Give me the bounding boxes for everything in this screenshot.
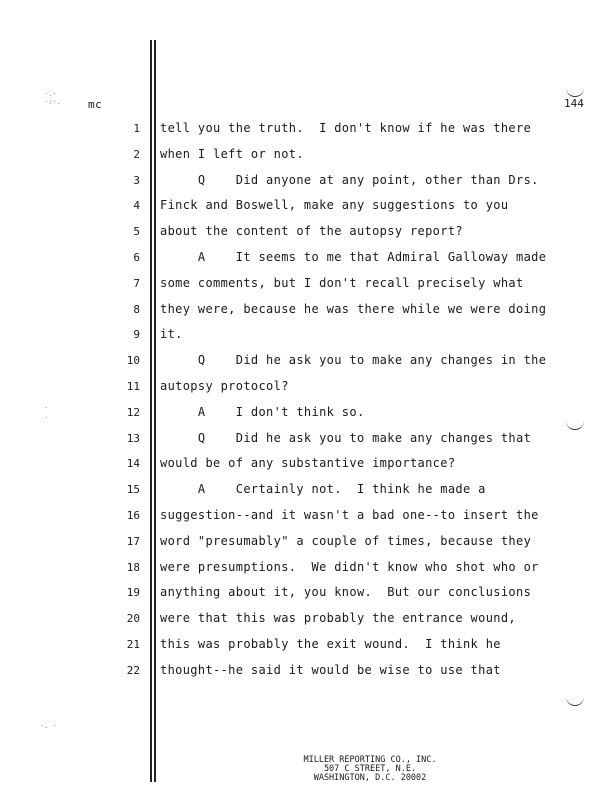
- transcript-line: [0, 612, 612, 628]
- transcript-line: [0, 199, 612, 215]
- line-text: A Certainly not. I think he made a: [160, 482, 486, 496]
- scan-specks: ·. ·: [40, 722, 57, 730]
- transcript-line: [0, 586, 612, 602]
- transcript-line: [0, 406, 612, 422]
- page-number: 144: [564, 97, 584, 110]
- scan-specks: · .: [44, 404, 49, 420]
- scan-specks: ·.· ·:·.: [44, 90, 61, 106]
- line-number: 3: [133, 174, 140, 187]
- line-number: 13: [126, 432, 140, 445]
- line-number: 6: [133, 251, 140, 264]
- transcript-line: [0, 432, 612, 448]
- line-number: 4: [133, 199, 140, 212]
- line-text: word "presumably" a couple of times, because they: [160, 534, 532, 548]
- line-number: 19: [126, 586, 140, 599]
- line-text: it.: [160, 327, 183, 341]
- transcript-line: [0, 122, 612, 138]
- line-text: anything about it, you know. But our conclusions: [160, 585, 532, 599]
- footer: [270, 756, 470, 783]
- line-number: 11: [126, 380, 140, 393]
- line-text: when I left or not.: [160, 147, 304, 161]
- transcript-line: [0, 328, 612, 344]
- line-number: 5: [133, 225, 140, 238]
- line-text: A I don't think so.: [160, 405, 365, 419]
- transcript-line: [0, 457, 612, 473]
- line-text: Q Did he ask you to make any changes that: [160, 431, 532, 445]
- line-text: Q Did anyone at any point, other than Drs.: [160, 173, 539, 187]
- line-text: suggestion--and it wasn't a bad one--to insert the: [160, 508, 539, 522]
- transcript-line: [0, 561, 612, 577]
- line-number: 18: [126, 561, 140, 574]
- footer-street: 507 C STREET, N.E.: [323, 764, 417, 774]
- line-number: 1: [133, 122, 140, 135]
- transcript-line: [0, 303, 612, 319]
- check-mark: [566, 86, 584, 97]
- line-text: would be of any substantive importance?: [160, 456, 456, 470]
- transcript-line: [0, 664, 612, 680]
- line-number: 8: [133, 303, 140, 316]
- line-number: 2: [133, 148, 140, 161]
- line-text: autopsy protocol?: [160, 379, 289, 393]
- transcript-line: [0, 638, 612, 654]
- line-number: 9: [133, 328, 140, 341]
- reporter-initials: mc: [88, 98, 103, 111]
- line-number: 10: [126, 354, 140, 367]
- line-number: 20: [126, 612, 140, 625]
- transcript-line: [0, 483, 612, 499]
- transcript-line: [0, 148, 612, 164]
- footer-city: WASHINGTON, D.C. 20002: [313, 773, 427, 783]
- line-number: 14: [126, 457, 140, 470]
- line-text: Finck and Boswell, make any suggestions to you: [160, 198, 509, 212]
- line-number: 7: [133, 277, 140, 290]
- line-text: A It seems to me that Admiral Galloway made: [160, 250, 547, 264]
- line-text: tell you the truth. I don't know if he was there: [160, 121, 532, 135]
- line-text: were presumptions. We didn't know who shot who or: [160, 560, 539, 574]
- line-number: 21: [126, 638, 140, 651]
- transcript-line: [0, 354, 612, 370]
- footer-company: MILLER REPORTING CO., INC.: [303, 755, 437, 765]
- line-text: some comments, but I don't recall precisely what: [160, 276, 524, 290]
- line-text: Q Did he ask you to make any changes in the: [160, 353, 547, 367]
- line-text: were that this was probably the entrance wound,: [160, 611, 517, 625]
- transcript-line: [0, 535, 612, 551]
- transcript-line: [0, 251, 612, 267]
- transcript-line: [0, 380, 612, 396]
- transcript-line: [0, 509, 612, 525]
- line-text: this was probably the exit wound. I think he: [160, 637, 501, 651]
- line-text: thought--he said it would be wise to use that: [160, 663, 501, 677]
- line-number: 16: [126, 509, 140, 522]
- transcript-line: [0, 277, 612, 293]
- line-text: about the content of the autopsy report?: [160, 224, 463, 238]
- line-text: they were, because he was there while we were doing: [160, 302, 547, 316]
- check-mark: [566, 695, 584, 706]
- line-number: 12: [126, 406, 140, 419]
- line-number: 15: [126, 483, 140, 496]
- transcript-line: [0, 225, 612, 241]
- line-number: 17: [126, 535, 140, 548]
- line-number: 22: [126, 664, 140, 677]
- transcript-line: [0, 174, 612, 190]
